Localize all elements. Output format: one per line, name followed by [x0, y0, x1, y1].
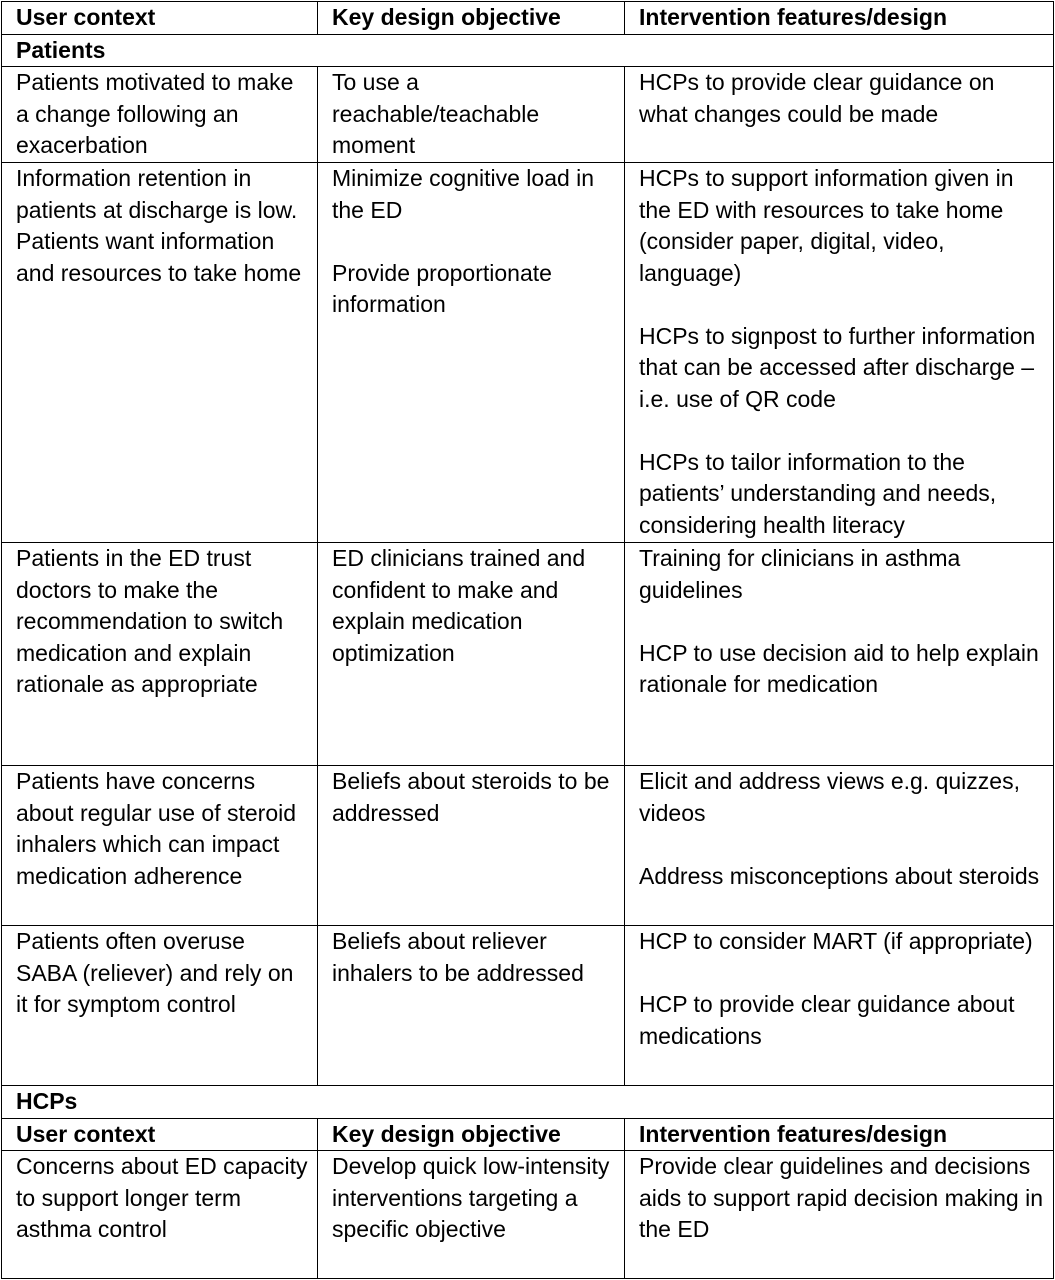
user-context-cell [2, 67, 318, 163]
design-objective-cell [318, 766, 625, 926]
cell-text: To use a reachable/teachable moment [332, 69, 540, 158]
design-objective-cell [318, 543, 625, 766]
cell-text: Elicit and address views e.g. quizzes, videos [639, 768, 1020, 826]
cell-text: Concerns about ED capacity to support longer term asthma control [16, 1153, 308, 1242]
cell-text: Address misconceptions about steroids [639, 862, 1040, 889]
table-row [2, 1151, 1054, 1279]
intervention-design-table [1, 1, 1054, 1279]
design-objective-cell [318, 67, 625, 163]
section-title: HCPs [2, 1086, 1054, 1119]
cell-text: HCPs to support information given in the ED with resources to take home (consider paper, digital, video, language) [639, 165, 1014, 286]
cell-text: Information retention in patients at discharge is low. Patients want information and resources to take home [16, 165, 302, 286]
table-row [2, 67, 1054, 163]
header-row [2, 2, 1054, 35]
intervention-features-cell [625, 766, 1054, 926]
design-objective-cell [318, 1151, 625, 1279]
user-context-cell [2, 766, 318, 926]
design-objective-cell [318, 163, 625, 543]
section-title: Patients [2, 34, 1054, 67]
section-row-patients [2, 34, 1054, 67]
header-user-context: User context [2, 2, 318, 35]
table-row [2, 543, 1054, 766]
intervention-features-cell [625, 543, 1054, 766]
cell-text: Patients motivated to make a change following an exacerbation [16, 69, 294, 158]
user-context-cell [2, 163, 318, 543]
header-intervention-features: Intervention features/design [625, 2, 1054, 35]
cell-text: Provide clear guidelines and decisions aids to support rapid decision making in the ED [639, 1153, 1044, 1242]
cell-text: HCP to consider MART (if appropriate) [639, 928, 1033, 954]
cell-text: ED clinicians trained and confident to make and explain medication optimization [332, 545, 586, 666]
cell-text: Training for clinicians in asthma guidelines [639, 545, 961, 603]
cell-text: HCPs to signpost to further information that can be accessed after discharge – i.e. use of QR code [639, 322, 1036, 412]
cell-text: Patients have concerns about regular use of steroid inhalers which can impact medication adherence [16, 768, 297, 889]
cell-text: Beliefs about reliever inhalers to be addressed [332, 928, 584, 986]
header-key-design-objective: Key design objective [318, 2, 625, 35]
cell-text: Patients often overuse SABA (reliever) and rely on it for symptom control [16, 928, 294, 1017]
intervention-features-cell [625, 1151, 1054, 1279]
design-objective-cell [318, 926, 625, 1086]
user-context-cell [2, 1151, 318, 1279]
cell-text: Provide proportionate information [332, 259, 552, 317]
intervention-features-cell [625, 926, 1054, 1086]
table-row [2, 766, 1054, 926]
header-user-context: User context [2, 1118, 318, 1151]
table-row [2, 926, 1054, 1086]
header-intervention-features: Intervention features/design [625, 1118, 1054, 1151]
cell-text: HCPs to provide clear guidance on what changes could be made [639, 69, 995, 127]
header-key-design-objective: Key design objective [318, 1118, 625, 1151]
cell-text: HCP to use decision aid to help explain rationale for medication [639, 639, 1039, 697]
section-row-hcps [2, 1086, 1054, 1119]
subheader-row [2, 1118, 1054, 1151]
cell-text: Patients in the ED trust doctors to make the recommendation to switch medication and explain rationale as appropriate [16, 545, 284, 697]
user-context-cell [2, 543, 318, 766]
cell-text: Develop quick low-intensity interventions targeting a specific objective [332, 1153, 610, 1242]
intervention-features-cell [625, 163, 1054, 543]
cell-text: HCP to provide clear guidance about medications [639, 991, 1015, 1049]
user-context-cell [2, 926, 318, 1086]
cell-text: Minimize cognitive load in the ED [332, 165, 595, 223]
table-row [2, 163, 1054, 543]
intervention-features-cell [625, 67, 1054, 163]
cell-text: Beliefs about steroids to be addressed [332, 768, 610, 826]
cell-text: HCPs to tailor information to the patients’ understanding and needs, considering health literacy [639, 448, 997, 538]
